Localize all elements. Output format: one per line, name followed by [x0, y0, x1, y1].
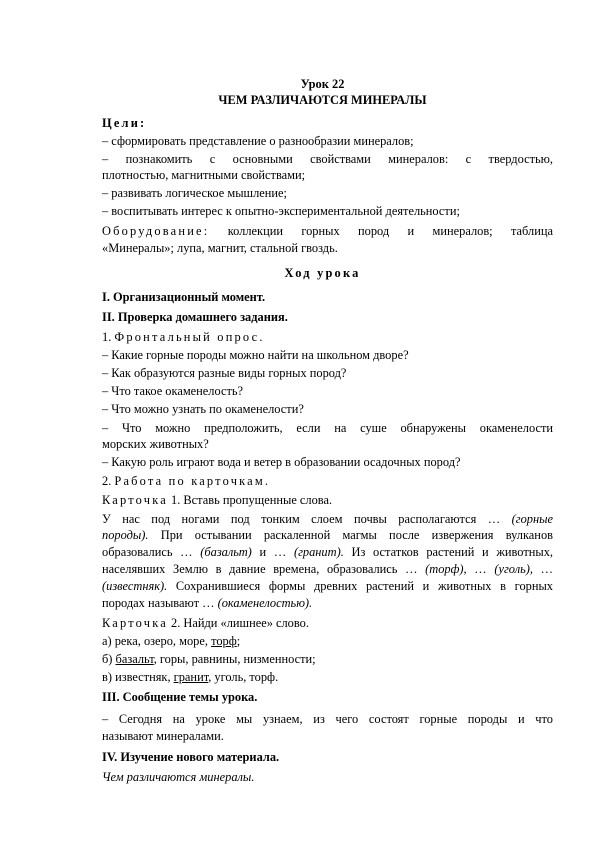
section-heading: III. Сообщение темы урока.: [102, 690, 258, 704]
survey-heading: [102, 330, 553, 345]
equipment-text: коллекции горных пород и минералов; таблица: [209, 224, 553, 238]
card1-instruction: 1. Вставь пропущенные слова.: [167, 493, 333, 507]
card1-text: У нас под ногами под тонким слоем почвы располагаются …: [102, 512, 501, 526]
card1-text-line: [102, 579, 553, 594]
topic-line: – Сегодня на уроке мы узнаем, из чего состоят горные породы и что: [102, 712, 553, 726]
topic-line: называют минералами.: [102, 729, 224, 743]
card1-text: …: [532, 562, 554, 576]
card1-text: и …: [251, 545, 287, 559]
card1-heading: [102, 493, 553, 508]
goal-item: – сформировать представление о разнообразии минералов;: [102, 134, 414, 148]
goal-item: плотностью, магнитными свойствами;: [102, 168, 306, 182]
section-heading: I. Организационный момент.: [102, 290, 266, 304]
card1-answer: (известняк).: [102, 579, 168, 593]
survey-question: – Что такое окаменелость?: [102, 384, 244, 398]
card2-option-b: [102, 652, 553, 667]
card2-option-a: [102, 634, 553, 649]
card2-option-c: [102, 670, 553, 685]
card1-answer: (гранит).: [293, 545, 344, 559]
card1-answer: (горные: [511, 512, 553, 526]
equipment-line-2: «Минералы»; лупа, магнит, стальной гвоздь.: [102, 241, 338, 255]
card2-odd-word: торф: [211, 634, 237, 648]
card1-answer: (уголь),: [494, 562, 533, 576]
card1-answer: (базальт): [200, 545, 252, 559]
survey-question: – Что можно узнать по окаменелости?: [102, 402, 304, 416]
card2-heading: [102, 616, 553, 631]
cards-work-heading: [102, 474, 553, 489]
card1-text: образовались …: [102, 545, 193, 559]
card2-option-text: в) известняк,: [102, 670, 174, 684]
card2-odd-word: гранит: [173, 670, 209, 684]
card1-text-line: [102, 562, 553, 577]
survey-number: 1.: [102, 330, 115, 344]
card1-text: населявших Землю в давние времена, образовались …: [102, 562, 418, 576]
survey-question: – Что можно предположить, если на суше обнаружены окаменелости: [102, 421, 553, 435]
new-material-title: Чем различаются минералы.: [102, 770, 255, 784]
lesson-course-heading: Ход урока: [284, 266, 361, 280]
survey-question-continued: морских животных?: [102, 437, 209, 451]
card1-text-line: [102, 545, 553, 560]
survey-question: – Как образуются разные виды горных пород?: [102, 366, 347, 380]
cards-work-number: 2.: [102, 474, 115, 488]
card1-text-line: [102, 528, 553, 543]
card1-text: породах называют …: [102, 596, 215, 610]
equipment-line: [102, 224, 553, 239]
card2-instruction: 2. Найди «лишнее» слово.: [167, 616, 309, 630]
card1-text-line: [102, 596, 553, 611]
goal-item: – познакомить с основными свойствами минералов: с твердостью,: [102, 152, 553, 166]
goal-item: – воспитывать интерес к опытно-экспериментальной деятельности;: [102, 204, 460, 218]
card2-option-text: ;: [236, 634, 241, 648]
goals-heading: Цели:: [102, 116, 147, 130]
survey-question: – Какие горные породы можно найти на школьном дворе?: [102, 348, 409, 362]
card1-answer: породы).: [102, 528, 149, 542]
card1-answer: (торф),: [425, 562, 467, 576]
card1-text: Из остатков растений и животных,: [343, 545, 554, 559]
goal-item: – развивать логическое мышление;: [102, 186, 287, 200]
survey-label: Фронтальный опрос.: [114, 330, 265, 344]
card2-option-text: а) река, озеро, море,: [102, 634, 212, 648]
card1-text: Сохранившиеся формы древних растений и животных в горных: [167, 579, 553, 593]
card2-label: Карточка: [102, 616, 168, 630]
card2-odd-word: базальт: [115, 652, 154, 666]
card1-text-line: [102, 512, 553, 527]
lesson-number: Урок 22: [300, 77, 345, 91]
survey-question: – Какую роль играют вода и ветер в образовании осадочных пород?: [102, 455, 461, 469]
section-heading: IV. Изучение нового материала.: [102, 750, 280, 764]
card1-label: Карточка: [102, 493, 168, 507]
card2-option-text: , горы, равнины, низменности;: [153, 652, 316, 666]
card2-option-text: б): [102, 652, 116, 666]
card1-answer: (окаменелостью).: [217, 596, 313, 610]
lesson-title: ЧЕМ РАЗЛИЧАЮТСЯ МИНЕРАЛЫ: [218, 93, 427, 107]
card1-text: …: [466, 562, 487, 576]
card2-option-text: , уголь, торф.: [208, 670, 279, 684]
card1-text: При остывании раскаленной магмы после извержения вулканов: [148, 528, 553, 542]
equipment-label: Оборудование:: [102, 224, 210, 238]
cards-work-label: Работа по карточкам.: [114, 474, 271, 488]
section-heading: II. Проверка домашнего задания.: [102, 310, 288, 324]
